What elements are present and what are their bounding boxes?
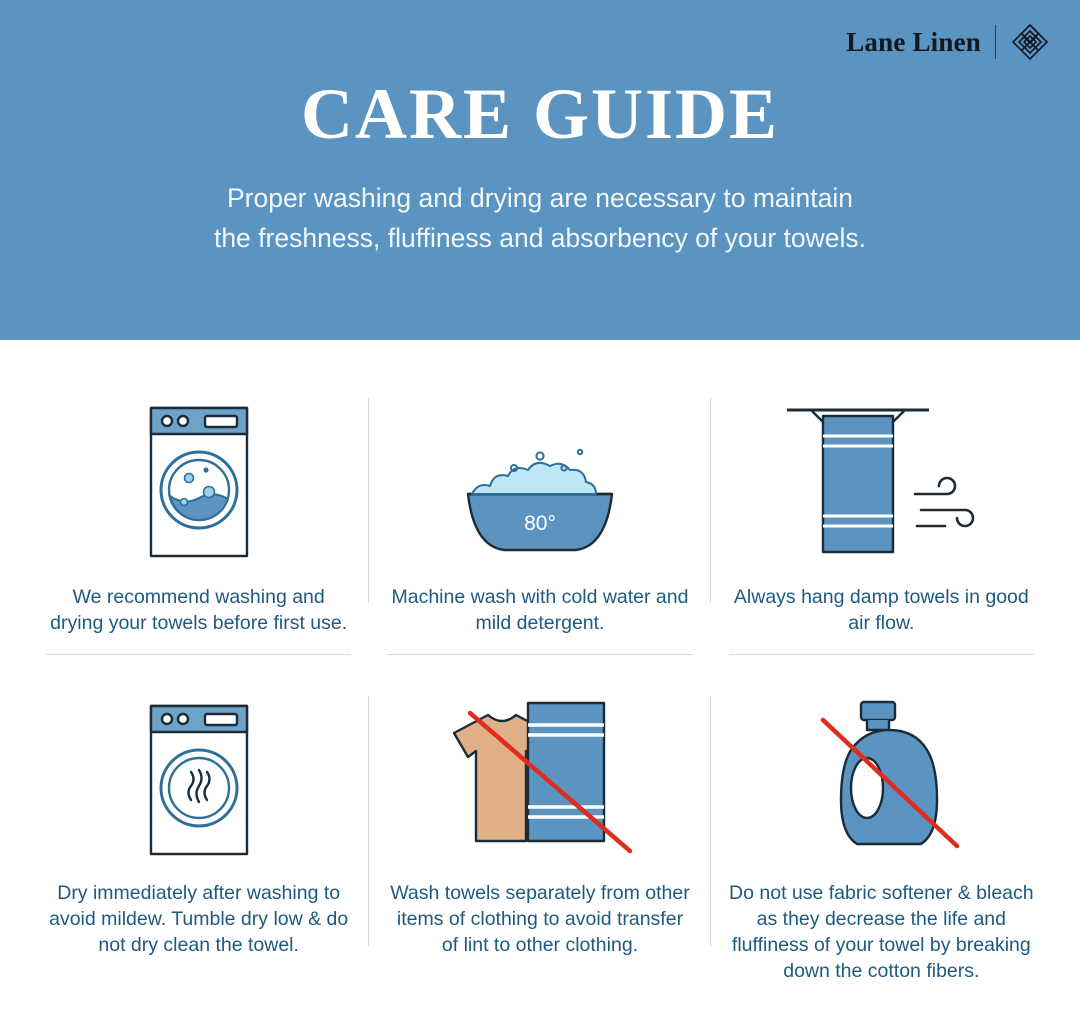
tip-caption: Always hang damp towels in good air flow.	[733, 586, 1029, 634]
page-header	[0, 0, 1080, 340]
tip-caption: We recommend washing and drying your towels before first use.	[50, 586, 348, 634]
diamond-knot-logo-icon	[1010, 22, 1050, 62]
tip-caption: Dry immediately after washing to avoid mildew. Tumble dry low & do not dry clean the towel.	[49, 882, 349, 956]
hanging-towel-airflow-icon	[781, 398, 981, 558]
tip-card-3	[711, 340, 1052, 654]
subtitle-line-1: Proper washing and drying are necessary to maintain	[226, 183, 854, 213]
tumble-dryer-icon	[149, 696, 249, 856]
care-tips-grid	[0, 340, 1080, 1002]
no-mixed-laundry-icon	[430, 696, 650, 856]
tip-card-5	[369, 654, 710, 1002]
tip-card-6	[711, 654, 1052, 1002]
washing-machine-icon	[149, 398, 249, 558]
tip-caption: Do not use fabric softener & bleach as they decrease the life and fluffiness of your towel by breaking down the cotton fibers.	[729, 882, 1034, 982]
tip-card-4	[28, 654, 369, 1002]
tip-card-2	[369, 340, 710, 654]
brand-lockup	[846, 22, 1050, 62]
wash-basin-icon	[448, 398, 632, 558]
no-fabric-softener-icon	[781, 696, 981, 856]
brand-name: Lane Linen	[846, 26, 981, 57]
brand-divider	[995, 25, 996, 59]
tip-caption: Machine wash with cold water and mild detergent.	[391, 586, 689, 634]
tip-caption: Wash towels separately from other items of clothing to avoid transfer of lint to other clothing.	[390, 882, 690, 956]
tip-card-1	[28, 340, 369, 654]
page-subtitle	[0, 150, 1080, 258]
basin-temperature-label: 80°	[524, 512, 556, 535]
page-title: CARE GUIDE	[300, 74, 780, 154]
subtitle-line-2: the freshness, fluffiness and absorbency of your towels.	[213, 223, 867, 253]
